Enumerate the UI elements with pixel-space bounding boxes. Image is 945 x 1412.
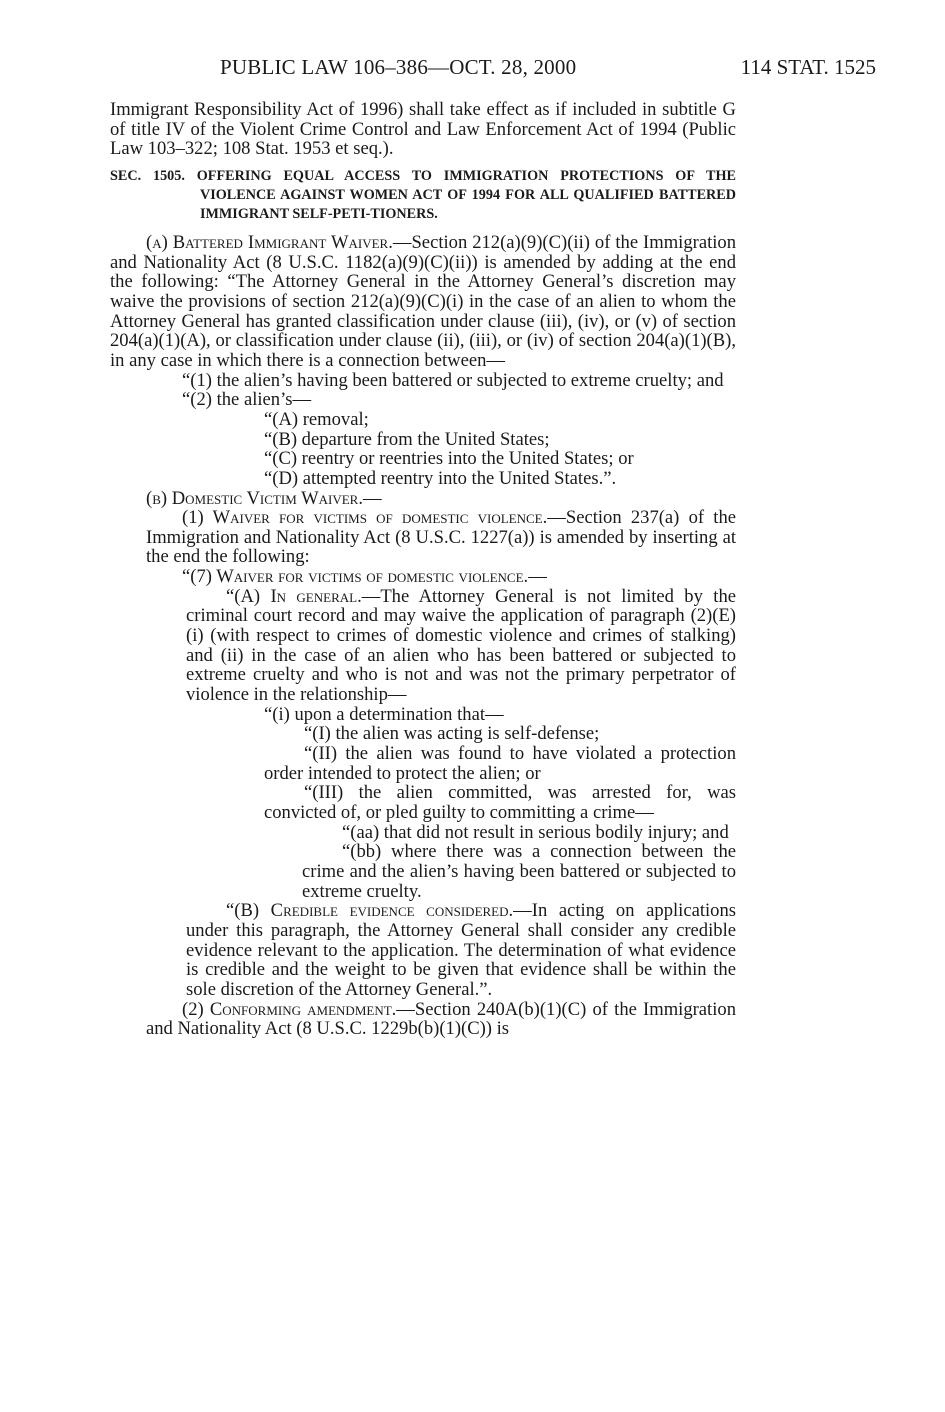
clause-i: “(i) upon a determination that— xyxy=(264,703,504,725)
subsection-a xyxy=(110,233,736,371)
statute-body xyxy=(110,100,736,1039)
subsection-a-heading: (a) Battered Immigrant Waiver.— xyxy=(146,231,412,253)
subsection-a-text: Section 212(a)(9)(C)(ii) of the Immigration and Nationality Act (8 U.S.C. 1182(a)(9)(C)(ii)) is amended by adding at the end the following: “The Attorney General in the Attorney General’s discretion may waive the provisions of section 212(a)(9)(C)(i) in the case of an alien to whom the Attorney General has granted classification under clause (iii), (iv), or (v) of section 204(a)(1)(A), or classification under clause (ii), (iii), or (iv) of section 204(a)(1)(B), in any case in which there is a connection between— xyxy=(110,231,737,371)
stat-page-number: 114 STAT. 1525 xyxy=(740,55,876,79)
paragraph-7-heading: “(7) Waiver for victims of domestic violence.— xyxy=(182,566,547,588)
section-title: OFFERING EQUAL ACCESS TO IMMIGRATION PROTECTIONS OF THE VIOLENCE AGAINST WOMEN ACT OF 1994 FOR ALL QUALIFIED BATTERED IMMIGRANT SELF-PETI-TIONERS. xyxy=(196,167,737,222)
section-heading xyxy=(110,167,736,224)
subsection-a-subparagraph-b: “(B) departure from the United States; xyxy=(264,428,550,450)
subparagraph-a-text: The Attorney General is not limited by the criminal court record and may waive the application of paragraph (2)(E)(i) (with respect to crimes of domestic violence and crimes of stalking) and (ii) in the case of an alien who has been battered or subjected to extreme cruelty and who is not and was not the primary perpetrator of violence in the relationship— xyxy=(186,585,736,706)
subclause-II: “(II) the alien was found to have violated a protection order intended to protect the alien; or xyxy=(264,743,736,784)
subsection-b-paragraph-2 xyxy=(110,1000,736,1039)
subsection-a-subparagraph-d: “(D) attempted reentry into the United States.”. xyxy=(264,467,617,489)
subclause-III: “(III) the alien committed, was arrested for, was convicted of, or pled guilty to committing a crime— xyxy=(264,782,736,823)
continuation-paragraph: Immigrant Responsibility Act of 1996) shall take effect as if included in subtitle G of title IV of the Violent Crime Control and Law Enforcement Act of 1994 (Public Law 103–322; 108 Stat. 1953 et seq.). xyxy=(110,99,736,160)
item-bb: “(bb) where there was a connection between the crime and the alien’s having been battered or subjected to extreme cruelty. xyxy=(302,841,736,902)
subsection-b-heading: (b) Domestic Victim Waiver.— xyxy=(146,487,382,509)
subparagraph-a xyxy=(110,587,736,705)
subparagraph-b-heading: “(B) Credible evidence considered.— xyxy=(226,900,532,922)
paragraph-1-text: Section 237(a) of the Immigration and Nationality Act (8 U.S.C. 1227(a)) is amended by inserting at the end the following: xyxy=(146,507,736,568)
subparagraph-b xyxy=(110,901,736,999)
paragraph-1-heading: (1) Waiver for victims of domestic violence.— xyxy=(182,507,566,529)
subsection-a-paragraph-1: “(1) the alien’s having been battered or subjected to extreme cruelty; and xyxy=(182,369,724,391)
section-label: SEC. 1505. xyxy=(110,167,185,184)
subparagraph-b-text: In acting on applications under this paragraph, the Attorney General shall consider any credible evidence relevant to the application. The determination of what evidence is credible and the weight to be given that evidence shall be within the sole discretion of the Attorney General.”. xyxy=(186,900,736,1000)
subsection-a-subparagraph-c: “(C) reentry or reentries into the United States; or xyxy=(264,448,634,470)
subsection-b-paragraph-1 xyxy=(110,508,736,567)
subclause-I: “(I) the alien was acting is self-defense; xyxy=(304,723,600,745)
paragraph-2-text: Section 240A(b)(1)(C) of the Immigration and Nationality Act (8 U.S.C. 1229b(b)(1)(C)) is xyxy=(146,998,736,1040)
subsection-a-subparagraph-a: “(A) removal; xyxy=(264,408,369,430)
running-head: PUBLIC LAW 106–386—OCT. 28, 2000 xyxy=(220,55,577,79)
paragraph-2-heading: (2) Conforming amendment.— xyxy=(182,998,415,1020)
subsection-a-paragraph-2: “(2) the alien’s— xyxy=(182,389,312,411)
item-aa: “(aa) that did not result in serious bodily injury; and xyxy=(342,821,729,843)
subparagraph-a-heading: “(A) In general.— xyxy=(226,585,381,607)
page-header xyxy=(110,55,876,83)
